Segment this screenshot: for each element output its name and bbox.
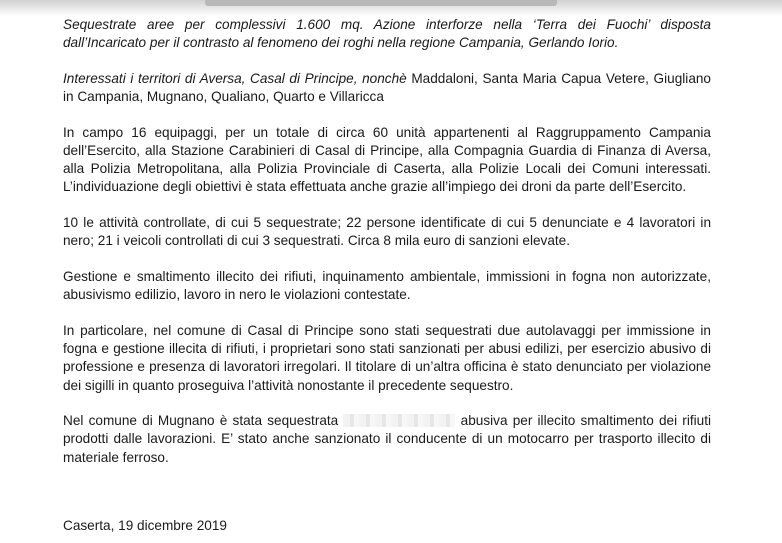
window-top-tab xyxy=(205,0,557,6)
territories-rest-text: Maddaloni, Santa Maria Capua Vetere, Giugliano in Campania, Mugnano, Qualiano, Quarto e Villaricca xyxy=(63,70,711,105)
document-body xyxy=(63,16,711,484)
casal-paragraph: In particolare, nel comune di Casal di Principe sono stati sequestrati due autolavaggi per immissione in fogna e gestione illecita di rifiuti, i proprietari sono stati sanzionati per abusi edilizi, per esercizio abusivo di professione e presenza di lavoratori irregolari. Il titolare di un’altra officina è stato denunciato per violazione dei sigilli in quanto proseguiva l’attività nonostante il precedente sequestro. xyxy=(63,322,711,393)
territories-italic-text: Interessati i territori di Aversa, Casal di Principe, nonchè xyxy=(63,70,407,86)
territories-paragraph xyxy=(63,70,711,106)
mugnano-text-before: Nel comune di Mugnano è stata sequestrata xyxy=(63,413,344,429)
violations-paragraph: Gestione e smaltimento illecito dei rifiuti, inquinamento ambientale, immissioni in fogna non autorizzate, abusivismo edilizio, lavoro in nero le violazioni contestate. xyxy=(63,269,711,303)
intro-paragraph xyxy=(63,16,711,52)
redacted-text xyxy=(343,414,455,427)
date-line: Caserta, 19 dicembre 2019 xyxy=(63,518,227,533)
mugnano-text-after: abusiva per illecito smaltimento dei rifiuti prodotti dalle lavorazioni. E’ stato anche sanzionato il conducente di un motocarro per trasporto illecito di materiale ferroso. xyxy=(63,413,712,465)
mugnano-paragraph xyxy=(63,412,711,467)
intro-text: Sequestrate aree per complessivi 1.600 mq. Azione interforze nella ‘Terra dei Fuochi’ disposta dall’Incaricato per il contrasto al fenomeno dei roghi nella regione Campania, Gerlando Iorio. xyxy=(63,17,711,51)
numbers-paragraph: 10 le attività controllate, di cui 5 sequestrate; 22 persone identificate di cui 5 denunciate e 4 lavoratori in nero; 21 i veicoli controllati di cui 3 sequestrati. Circa 8 mila euro di sanzioni elevate. xyxy=(63,215,711,249)
forces-paragraph: In campo 16 equipaggi, per un totale di circa 60 unità appartenenti al Raggruppamento Campania dell’Esercito, alla Stazione Carabinieri di Casal di Principe, alla Compagnia Guardia di Finanza di Aversa, alla Polizia Metropolitana, alla Polizia Provinciale di Caserta, alla Polizie Locali dei Comuni interessati. L’individuazione degli obiettivi è stata effettuata anche grazie all’impiego dei droni da parte dell’Esercito. xyxy=(63,124,711,195)
